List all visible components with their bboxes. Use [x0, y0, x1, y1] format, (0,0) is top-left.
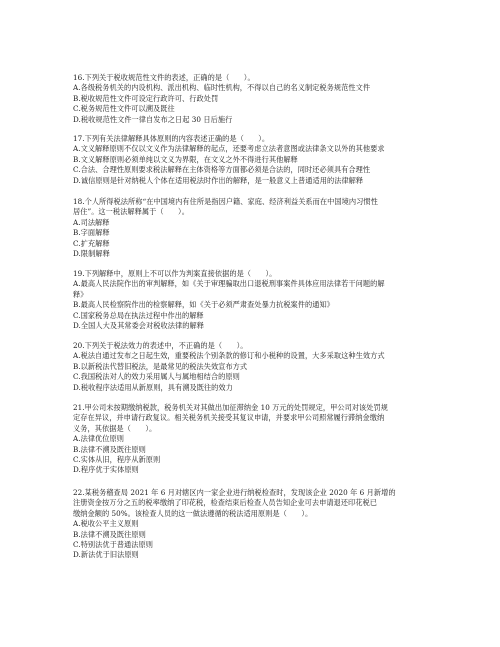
- question-22: [73, 488, 433, 561]
- answer-option-a: A.法律优位原则: [73, 434, 125, 444]
- question-stem-continued: 定存在异议，并申请行政复议。相关税务机关接受其复议申请，并要求甲公司照常履行滞纳金缴纳: [73, 413, 385, 423]
- question-stem: 20.下列关于税法效力的表述中，不正确的是（ ）。: [73, 341, 248, 350]
- answer-option-d: D.全国人大及其常委会对税收法律的解释: [73, 320, 204, 330]
- answer-option-b: B.字面解释: [73, 228, 110, 238]
- answer-option-a-continued: 释》: [73, 289, 88, 299]
- answer-option-c: C.税务规范性文件可以溯及既往: [73, 104, 175, 114]
- question-stem: 16.下列关于税收规范性文件的表述，正确的是（ ）。: [73, 73, 255, 82]
- answer-option-a: A.最高人民法院作出的审判解释，如《关于审理骗取出口退税刑事案件具体应用法律若干问题的解: [73, 279, 385, 289]
- question-stem-continued: 居住”。这一税法解释属于（ ）。: [73, 207, 189, 217]
- answer-option-a: A.各级税务机关的内设机构、派出机构、临时性机构，不得以自己的名义制定税务规范性文件: [73, 83, 371, 93]
- answer-option-a: A.文义解释原则不仅以文义作为法律解释的起点，还要考虑立法者意图或法律条文以外的其他要求: [73, 144, 385, 154]
- answer-option-c: C.特别法优于普通法原则: [73, 539, 154, 549]
- question-stem: 22.某税务稽查局 2021 年 6 月对辖区内一家企业进行纳税检查时，发现该企业 2020 年 6 月新增的: [73, 488, 396, 497]
- question-stem: 18.个人所得税法所称“在中国境内有住所是指因户籍、家庭、经济利益关系而在中国境内习惯性: [73, 197, 378, 206]
- question-18: [73, 197, 433, 259]
- question-17: [73, 134, 433, 186]
- question-stem: 17.下列有关法律解释具体原则的内容表述正确的是（ ）。: [73, 134, 270, 143]
- answer-option-c: C.国家税务总局在执法过程中作出的解释: [73, 310, 204, 320]
- answer-option-a: A.税法自通过发布之日起生效，重要税法个别条款的修订和小税种的设置，大多采取这种生效方式: [73, 351, 385, 361]
- answer-option-c: C.实体从旧，程序从新原则: [73, 454, 161, 464]
- answer-option-d: D.限制解释: [73, 248, 110, 258]
- answer-option-b: B.最高人民检察院作出的检察解释，如《关于必须严肃查处暴力抗税案件的通知》: [73, 300, 334, 310]
- answer-option-d: D.诚信原则是针对纳税人个体在适用税法时作出的解释，是一般意义上普通适用的法律解释: [73, 175, 364, 185]
- answer-option-d: D.税收程序法适用从新原则，具有溯及既往的效力: [73, 382, 233, 392]
- answer-option-b: B.法律不溯及既往原则: [73, 529, 146, 539]
- answer-option-b: B.法律不溯及既往原则: [73, 444, 146, 454]
- answer-option-c: C.合法、合理性原则要求税法解释在主体资格等方面都必须是合法的，同时还必须具有合理性: [73, 165, 371, 175]
- question-stem: 21.甲公司未按期缴纳税款，税务机关对其做出加征滞纳金 10 万元的处罚规定，甲公司对该处罚规: [73, 403, 388, 412]
- question-20: [73, 341, 433, 393]
- answer-option-d: D.新法优于旧法原则: [73, 550, 139, 560]
- question-stem: 19.下列解释中，原则上不可以作为判案直接依据的是（ ）。: [73, 269, 277, 278]
- answer-option-b: B.文义解释原则必须单纯以文义为界限，在文义之外不得进行其他解释: [73, 154, 298, 164]
- answer-option-a: A.司法解释: [73, 217, 110, 227]
- question-stem-continued: 义务，其依据是（ ）。: [73, 423, 157, 433]
- answer-option-a: A.税收公平主义原则: [73, 519, 139, 529]
- answer-option-d: D.程序优于实体原则: [73, 465, 139, 475]
- answer-option-c: C.我国税法对人的效力采用属人与属地相结合的原则: [73, 372, 240, 382]
- answer-option-c: C.扩充解释: [73, 238, 110, 248]
- question-stem-continued: 注册资金按万分之五的税率缴纳了印花税，检查结束后检查人员告知企业可去申请退还印花税已: [73, 498, 377, 508]
- question-19: [73, 269, 433, 331]
- answer-option-d: D.税收规范性文件一律自发布之日起 30 日后施行: [73, 114, 233, 124]
- answer-option-b: B.以新税法代替旧税法，是最常见的税法失效宣布方式: [73, 361, 248, 371]
- question-16: [73, 73, 433, 125]
- question-stem-continued: 缴纳金额的 50%。该检查人员的这一做法遵循的税法适用原则是（ ）。: [73, 508, 313, 518]
- question-21: [73, 403, 433, 476]
- answer-option-b: B.税收规范性文件可设定行政许可、行政处罚: [73, 93, 219, 103]
